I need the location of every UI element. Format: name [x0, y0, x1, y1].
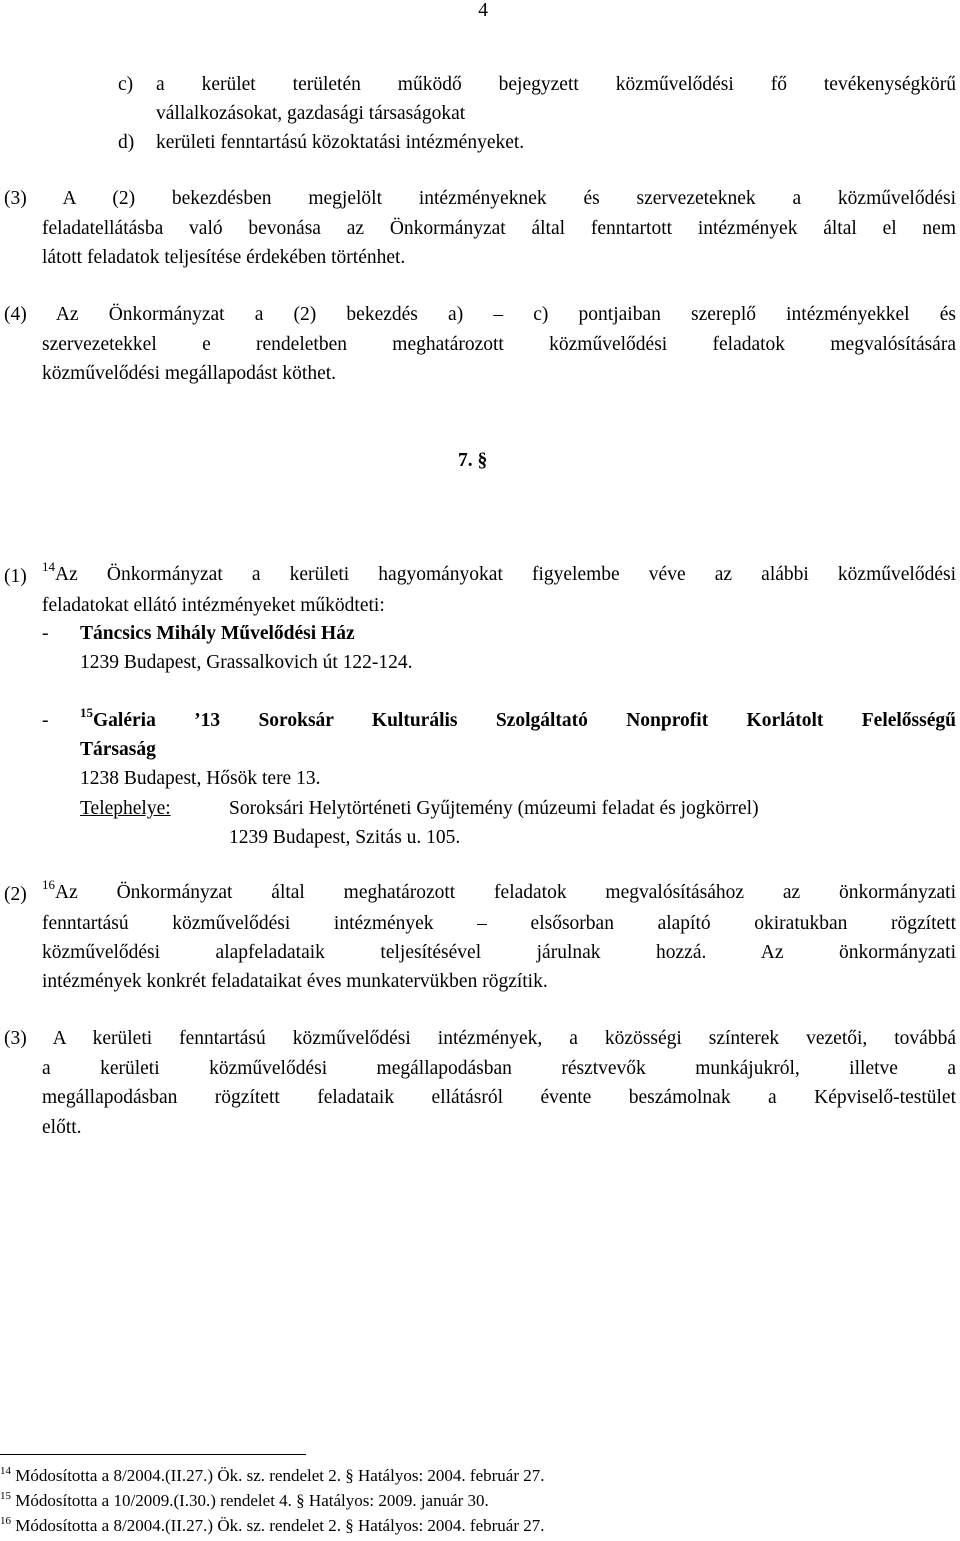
list-item-d-label: d): [118, 132, 135, 153]
paragraph-4-line2: szervezetekkel e rendeletben meghatározott közművelődési feladatok megvalósítására: [42, 334, 956, 355]
s7-p1-line2: feladatokat ellátó intézményeket működteti:: [42, 595, 385, 616]
paragraph-3-line2: feladatellátásba való bevonása az Önkormányzat által fenntartott intézmények által el nem: [42, 218, 956, 239]
page-number: 4: [478, 0, 488, 21]
footnote-ref-14: 14: [42, 559, 55, 574]
paragraph-3-line3: látott feladatok teljesítése érdekében történhet.: [42, 247, 406, 268]
list-item-d-line1: kerületi fenntartású közoktatási intézményeket.: [156, 132, 525, 153]
site-label: Telephelye:: [80, 798, 171, 819]
footnote-14: $^{14}$ Módosította a 8/2004.(II.27.) Ök. sz. rendelet 2. § Hatályos: 2004. február 27.: [0, 1465, 545, 1485]
s7-p1-prefix: (1): [4, 566, 27, 587]
list-item-c-line2: vállalkozásokat, gazdasági társaságokat: [156, 103, 466, 124]
institution-2-name-line1: $^{15}$Galéria ’13 Soroksár Kulturális Szolgáltató Nonprofit Korlátolt Felelősségű: [80, 705, 956, 731]
institution-2-dash: -: [42, 710, 49, 731]
list-item-c-label: c): [118, 74, 134, 95]
footnote-ref-15: 15: [80, 705, 93, 720]
institution-1-name: Táncsics Mihály Művelődési Ház: [80, 623, 355, 644]
footnote-ref-16: 16: [42, 877, 55, 892]
footnote-16: $^{16}$ Módosította a 8/2004.(II.27.) Ök. sz. rendelet 2. § Hatályos: 2004. február 27.: [0, 1515, 545, 1535]
paragraph-4-line3: közművelődési megállapodást köthet.: [42, 363, 337, 384]
s7-p1-line1: $^{14}$Az Önkormányzat a kerületi hagyományokat figyelembe véve az alábbi közművelődési: [42, 559, 956, 585]
institution-2-name-line2: Társaság: [80, 739, 156, 760]
s7-p2-line3: közművelődési alapfeladataik teljesítésével járulnak hozzá. Az önkormányzati: [42, 942, 956, 963]
paragraph-4-line1: (4) Az Önkormányzat a (2) bekezdés a) – c) pontjaiban szereplő intézményekkel és: [4, 304, 956, 325]
s7-p3-line2: a kerületi közművelődési megállapodásban résztvevők munkájukról, illetve a: [42, 1058, 956, 1079]
site-name: Soroksári Helytörténeti Gyűjtemény (múzeumi feladat és jogkörrel): [229, 798, 759, 819]
s7-p2-line2: fenntartású közművelődési intézmények – elsősorban alapító okiratukban rögzített: [42, 913, 956, 934]
s7-p2-prefix: (2): [4, 884, 27, 905]
section-heading: 7. §: [458, 450, 488, 471]
site-address: 1239 Budapest, Szitás u. 105.: [229, 827, 461, 848]
s7-p2-line1: $^{16}$Az Önkormányzat által meghatározott feladatok megvalósításához az önkormányzati: [42, 877, 956, 903]
paragraph-3-line1: (3) A (2) bekezdésben megjelölt intézményeknek és szervezeteknek a közművelődési: [4, 188, 956, 209]
list-item-c-line1: a kerület területén működő bejegyzett közművelődési fő tevékenységkörű: [156, 74, 956, 95]
institution-1-dash: -: [42, 623, 49, 644]
s7-p3-line1: (3) A kerületi fenntartású közművelődési intézmények, a közösségi színterek vezetői, továbbá: [4, 1028, 956, 1049]
footnote-15: $^{15}$ Módosította a 10/2009.(I.30.) rendelet 4. § Hatályos: 2009. január 30.: [0, 1490, 489, 1510]
s7-p3-line3: megállapodásban rögzített feladataik ellátásról évente beszámolnak a Képviselő-testület: [42, 1087, 956, 1108]
footnote-separator: [0, 1454, 306, 1455]
s7-p3-line4: előtt.: [42, 1117, 82, 1138]
institution-1-address: 1239 Budapest, Grassalkovich út 122-124.: [80, 652, 413, 673]
s7-p2-line4: intézmények konkrét feladataikat éves munkatervükben rögzítik.: [42, 971, 548, 992]
institution-2-address: 1238 Budapest, Hősök tere 13.: [80, 768, 321, 789]
